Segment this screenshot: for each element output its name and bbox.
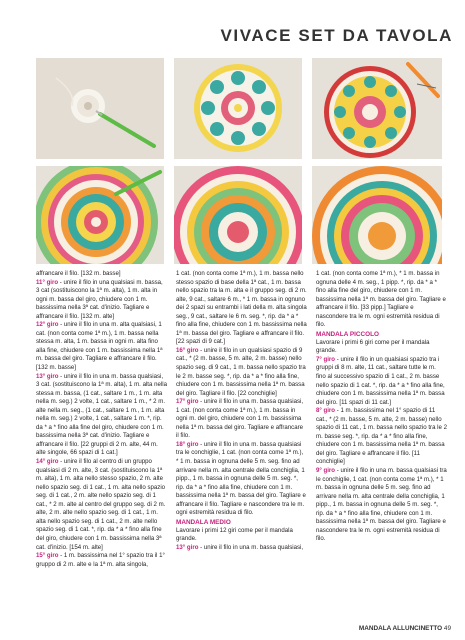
- instructions-columns: [36, 270, 456, 620]
- round-label: 11° giro: [36, 278, 59, 286]
- instruction-text: - unire il filo in una qualsiasi m. bassa, 3 cat (sostituiscono la 1ª m. alta), 1 m. alta in ogni m. bassa del giro, chiudere con 1 m. bassissima nella 3ª cat. d'inizio. Tagliare e affrancare il filo. [132 m. alte]: [36, 278, 163, 320]
- crochet-step-photo-5: [174, 166, 302, 264]
- instruction-paragraph: [36, 458, 167, 552]
- instruction-text: - unire il filo in una m. bassa qualsiasi,: [198, 543, 304, 551]
- instruction-text: - unire il filo in un qualsiasi spazio tra i gruppi di 8 m. alte, 11 cat., saltare tutte le m. fino al successivo spazio di 1 cat., 2 m. basse nello spazio di 1 cat. *, rip. da * a * fino alla fine, chiudere con 1 m. bassissima nella 1ª m. bassa del giro. [11 spazi di 11 cat.]: [316, 355, 445, 406]
- round-label: 18° giro: [176, 440, 199, 448]
- crochet-step-photo-6: [312, 166, 442, 264]
- instruction-paragraph: [36, 321, 167, 372]
- instruction-text: - unire il filo in una m. bassa qualsiasi, 3 cat. (sostituiscono la 1ª m. alta), 1 m. alta nella stessa m. bassa, (1 cat., saltare 1 m., 1 m. alta nella m. seg.) 2 volte, 1 cat., saltare 1 m., * 2 m. alte nella m. seg., (1 cat., saltare 1 m., 1 m. alta nella m. seg.) 2 volte, 1 cat., saltare 1 m. *, rip. da * a * fino alla fine del giro, chiudere con 1 m. bassissima nella 3ª cat. d'inizio. Tagliare e affrancare il filo. [22 gruppi di 2 m. alte, 44 m. alte singole, 66 spazi di 1 cat.]: [36, 372, 167, 457]
- page-title: VIVACE SET DA TAVOLA: [220, 26, 453, 45]
- round-label: 9° giro: [316, 467, 336, 475]
- instructions-column-3: [316, 270, 447, 544]
- round-label: 13° giro: [36, 372, 59, 380]
- page-footer: [359, 625, 451, 632]
- instruction-paragraph: [176, 544, 307, 553]
- instruction-text: 1 cat. (non conta come 1ª m.), 1 m. bassa nello stesso spazio di base della 1ª cat., 1 m. bassa nello spazio tra la m. alta e il gruppo seg. di 2 m. alte, 9 cat., saltare 6 m., * 1 m. bassa in ognuno dei 2 spazi su entrambi i lati della m. alta singola seg., 9 cat., saltare le 6 m. seg. *, rip. da * a * fino alla fine, chiudere con 1 m. bassissima nella 1ª m. bassa del giro. Tagliare e affrancare il filo. [22 spazi di 9 cat.]: [176, 270, 307, 346]
- instruction-text: - 1 m. bassissima nel 1° spazio di 11 cat., * (2 m. basse, 5 m. alte, 2 m. basse) nello spazio di 11 cat., 1 m. bassa nello spazio tra le 2 m. basse seg. *, rip. da * a * fino alla fine, chiudere con 1 m. bassissima nella 1ª m. bassa del giro. Tagliare e affrancare il filo. [11 conchiglie]: [316, 407, 447, 466]
- instructions-column-2: [176, 270, 307, 553]
- instruction-text: Lavorare i primi 6 giri come per il mandala grande.: [316, 338, 430, 355]
- round-label: 12° giro: [36, 321, 59, 329]
- crochet-step-photo-3: [312, 58, 442, 159]
- instruction-text: - unire il filo in una m. bassa qualsiasi tra le conchiglie, 1 cat. (non conta come 1ª m.), * 1 m. bassa in ognuna delle 5 m. seg. fino ad arrivare nella m. alta centrale della conchiglia, 1 pipp., 1 m. bassa in ognuna delle 5 m. seg. *, rip. da * a * fino alla fine, chiudere con 1 m. bassissima nella 1ª m. bassa del giro. Tagliare e nascondere tra le m. ogni estremità residua di filo.: [316, 467, 447, 543]
- crochet-step-photo-4: [36, 166, 164, 264]
- instruction-paragraph: [316, 467, 447, 544]
- round-label: 7° giro: [316, 355, 336, 363]
- instruction-text: - 1 m. bassissima nel 1° spazio tra il 1° gruppo di 2 m. alte e la 1ª m. alta singola,: [36, 552, 165, 568]
- instruction-paragraph: [176, 441, 307, 518]
- instruction-paragraph: [36, 373, 167, 458]
- section-heading: MANDALA MEDIO: [176, 518, 231, 526]
- round-label: 13° giro: [176, 543, 199, 551]
- crochet-step-photo-1: [36, 58, 164, 159]
- instruction-paragraph: [176, 270, 307, 347]
- footer-series: MANDALA ALLUNCINETTO: [358, 625, 443, 632]
- instruction-paragraph: [176, 527, 307, 544]
- instruction-text: - unire il filo in una m. alta qualsiasi, 1 cat. (non conta come 1ª m.), 1 m. bassa nella stessa m. alta, 1 m. bassa in ogni m. alta fino alla fine, chiudere con 1 m. bassissima nella 1ª m. bassa del giro. Tagliare e affrancare il filo. [132 m. basse]: [36, 321, 163, 372]
- round-label: 8° giro: [316, 407, 336, 415]
- round-label: 16° giro: [176, 346, 199, 354]
- instruction-text: affrancare il filo. [132 m. basse]: [36, 270, 121, 277]
- instruction-paragraph: [36, 552, 167, 569]
- instruction-text: 1 cat. (non conta come 1ª m.), * 1 m. bassa in ognuna delle 4 m. seg., 1 pipp. *, rip. da * a * fino alla fine del giro, chiudere con 1 m. bassissima nella 1ª m. bassa del giro. Tagliare e affrancare il filo. [33 pipp.] Tagliare e nascondere tra le m. ogni estremità residua di filo.: [316, 270, 446, 329]
- instruction-text: - unire il filo al centro di un gruppo qualsiasi di 2 m. alte, 3 cat. (sostituiscono la 1ª m. alta), 1 m. alta nello stesso spazio, 2 m. alte nello spazio seg. di 1 cat., 1 m. alta nello spazio seg. di 1 cat., 2 m. alte nello spazio seg. di 1 cat., * 2 m. alte al centro del gruppo seg. di 2 m. alte, 2 m. alte nello spazio seg. di 1 cat., 1 m. alta nello spazio seg. di 1 cat., 2 m. alte nello spazio seg. di 1 cat. *, rip. da * a * fino alla fine del giro, chiudere con 1 m. bassissima nella 3ª cat. d'inizio. [154 m. alte]: [36, 458, 166, 551]
- instruction-paragraph: [36, 270, 167, 279]
- instruction-text: - unire il filo in un qualsiasi spazio di 9 cat., * (2 m. basse, 5 m. alte, 2 m. basse) nello spazio seg. di 9 cat., 1 m. bassa nello spazio tra le 2 m. basse seg. *, rip. da * a * fino alla fine, chiudere con 1 m. bassissima nella 1ª m. bassa del giro. Tagliare il filo. [22 conchiglie]: [176, 346, 306, 397]
- instruction-paragraph: [316, 356, 447, 407]
- instruction-text: - unire il filo in una m. bassa qualsiasi, 1 cat. (non conta come 1ª m.), 1 m. bassa in ogni m. del giro, chiudere con 1 m. bassissima nella 1ª m. bassa del giro. Tagliare e affrancare il filo.: [176, 398, 304, 440]
- instruction-paragraph: [316, 270, 447, 330]
- crochet-step-photo-2: [174, 58, 302, 159]
- instruction-paragraph: [176, 347, 307, 398]
- instruction-text: - unire il filo in una m. bassa qualsiasi tra le conchiglie, 1 cat. (non conta come 1ª m.), * 1 m. bassa in ognuna delle 5 m. seg. fino ad arrivare nella m. alta centrale della conchiglia, 1 pipp., 1 m. bassa in ognuna delle 5 m. seg. *, rip. da * a * fino alla fine, chiudere con 1 m. bassissima nella 1ª m. bassa del giro. Tagliare e affrancare il filo. Tagliare e nascondere tra le m. ogni estremità residua di filo.: [176, 440, 306, 517]
- instructions-column-1: [36, 270, 167, 569]
- instruction-paragraph: [176, 398, 307, 441]
- instruction-paragraph: [36, 279, 167, 322]
- instruction-text: Lavorare i primi 12 giri come per il mandala grande.: [176, 526, 293, 543]
- photo-grid: [36, 58, 465, 264]
- instruction-paragraph: [316, 407, 447, 467]
- section-heading: MANDALA PICCOLO: [316, 330, 379, 338]
- round-label: 17° giro: [176, 398, 199, 406]
- round-label: 15° giro: [36, 552, 59, 560]
- page-number: 49: [443, 625, 451, 632]
- round-label: 14° giro: [36, 458, 59, 466]
- instruction-paragraph: [316, 339, 447, 356]
